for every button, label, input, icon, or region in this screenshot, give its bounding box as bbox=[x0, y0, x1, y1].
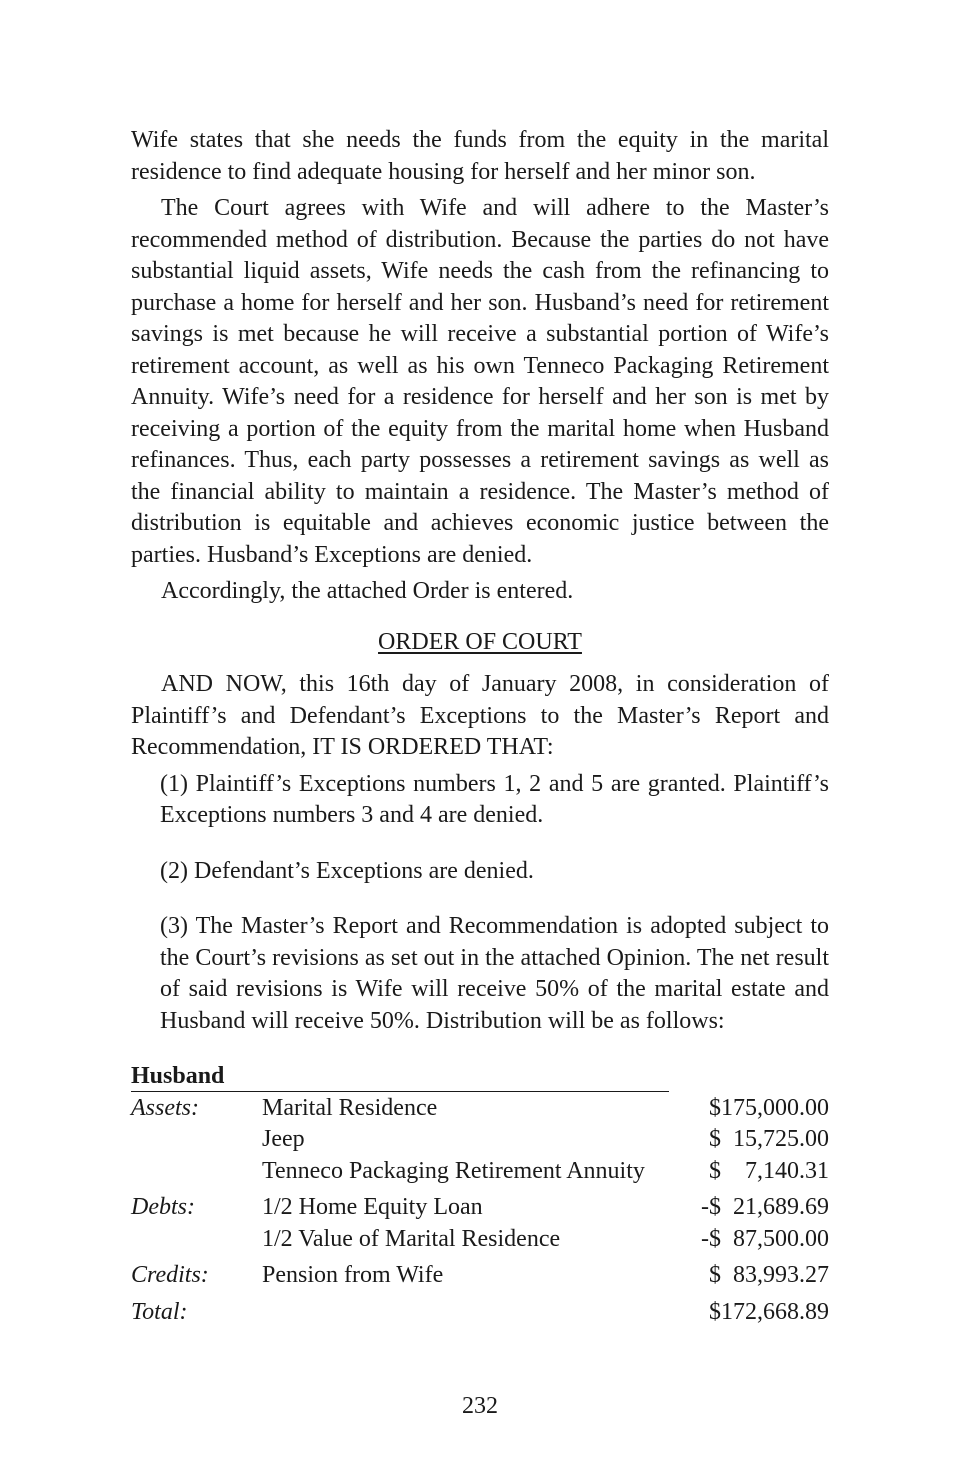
distribution-title-rule bbox=[131, 1091, 669, 1092]
row-category: Assets: bbox=[131, 1094, 199, 1121]
paragraph-court-agrees: The Court agrees with Wife and will adhere to the Master’s recommended method of distribution. Because the parties do not have substantial liquid assets, Wife needs the cash from the refinancing to purchase a home for herself and her son. Husband’s need for retirement savings is met because he will receive a substantial portion of Wife’s retirement account, as well as his own Tenneco Packaging Retirement Annuity. Wife’s need for a residence for herself and her son is met by receiving a portion of the equity from the marital home when Husband refinances. Thus, each party possesses a retirement savings as well as the financial ability to maintain a residence. The Master’s method of distribution is equitable and achieves economic justice between the parties. Husband’s Exceptions are denied. bbox=[131, 195, 829, 568]
row-amount: $ 7,140.31 bbox=[709, 1157, 829, 1184]
row-category bbox=[131, 1124, 262, 1156]
order-heading-text: ORDER OF COURT bbox=[378, 628, 582, 655]
row-description: Tenneco Packaging Retirement Annuity bbox=[262, 1157, 645, 1184]
row-description bbox=[262, 1292, 682, 1329]
row-description: Pension from Wife bbox=[262, 1262, 444, 1288]
page-number: 232 bbox=[462, 1393, 498, 1419]
table-row bbox=[131, 1224, 829, 1256]
distribution-title-text: Husband bbox=[131, 1063, 225, 1089]
distribution-title bbox=[131, 1061, 829, 1093]
row-amount: $ 15,725.00 bbox=[709, 1126, 829, 1152]
table-row bbox=[131, 1093, 829, 1125]
paragraph-order-entered: Accordingly, the attached Order is entered. bbox=[161, 578, 574, 604]
row-amount: -$ 21,689.69 bbox=[701, 1194, 829, 1220]
row-category: Credits: bbox=[131, 1262, 209, 1288]
table-row bbox=[131, 1124, 829, 1156]
document-page bbox=[131, 125, 829, 1328]
row-category: Debts: bbox=[131, 1194, 195, 1220]
table-row bbox=[131, 1255, 829, 1292]
order-item-3: (3) The Master’s Report and Recommendation is adopted subject to the Court’s revisions as set out in the attached Opinion. The net result of said revisions is Wife will receive 50% of the marital estate and Husband will receive 50%. Distribution will be as follows: bbox=[160, 913, 829, 1034]
table-row bbox=[131, 1156, 829, 1188]
row-category bbox=[131, 1224, 262, 1256]
row-category bbox=[131, 1156, 262, 1188]
row-description: Marital Residence bbox=[262, 1094, 438, 1121]
order-item-2: (2) Defendant’s Exceptions are denied. bbox=[160, 857, 534, 884]
row-category: Total: bbox=[131, 1298, 188, 1325]
distribution-table bbox=[131, 1093, 829, 1329]
order-item-1: (1) Plaintiff’s Exceptions numbers 1, 2 and 5 are granted. Plaintiff’s Exceptions numbers 3 and 4 are denied. bbox=[160, 770, 829, 828]
row-amount: $172,668.89 bbox=[709, 1298, 829, 1325]
table-row bbox=[131, 1292, 829, 1329]
row-amount: $175,000.00 bbox=[709, 1094, 829, 1121]
row-description: 1/2 Home Equity Loan bbox=[262, 1194, 483, 1220]
paragraph-wife-needs: Wife states that she needs the funds from the equity in the marital residence to find adequate housing for herself and her minor son. bbox=[131, 127, 829, 185]
table-row bbox=[131, 1187, 829, 1224]
row-amount: -$ 87,500.00 bbox=[701, 1225, 829, 1252]
row-amount: $ 83,993.27 bbox=[709, 1262, 829, 1288]
order-intro: AND NOW, this 16th day of January 2008, in consideration of Plaintiff’s and Defendant’s Exceptions to the Master’s Report and Recommendation, IT IS ORDERED THAT: bbox=[131, 671, 829, 760]
row-description: 1/2 Value of Marital Residence bbox=[262, 1225, 561, 1252]
order-heading bbox=[131, 627, 829, 659]
row-description: Jeep bbox=[262, 1126, 305, 1152]
